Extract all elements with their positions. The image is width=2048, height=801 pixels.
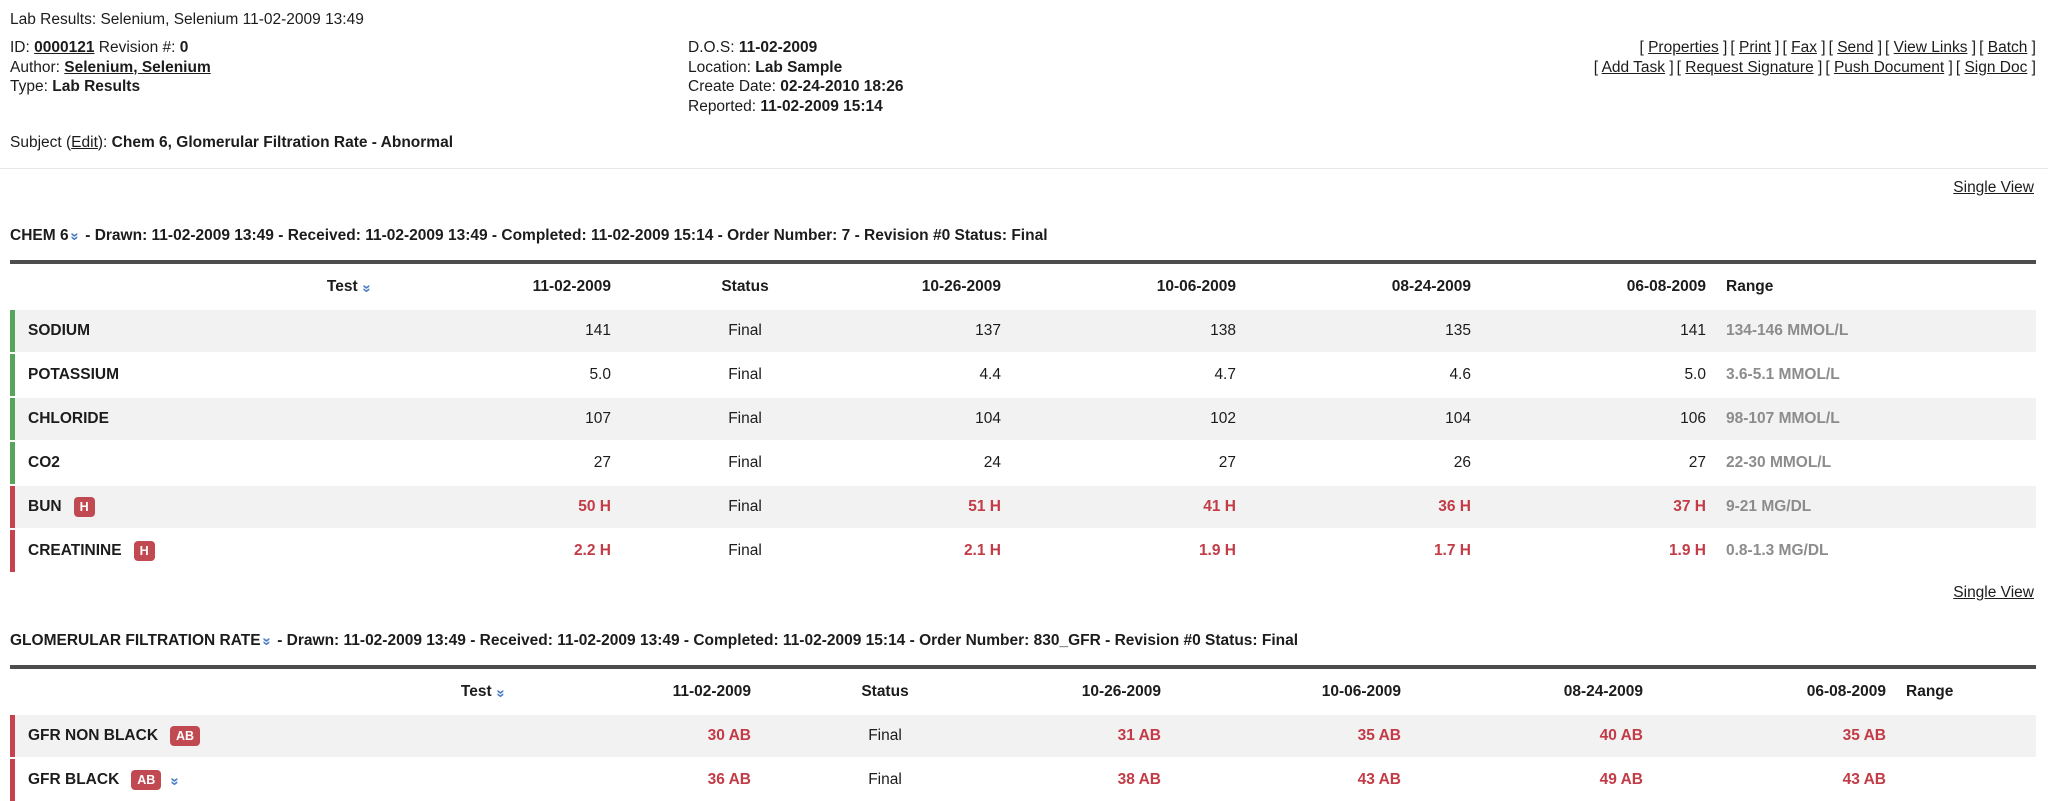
result-cell: 141	[1680, 322, 1706, 339]
single-view-link[interactable]: Single View	[1953, 179, 2034, 196]
result-cell: 4.4	[979, 366, 1001, 383]
action-link-push-document[interactable]: Push Document	[1833, 58, 1945, 76]
result-cell: 102	[1210, 410, 1236, 427]
action-links-row-1	[1591, 38, 2036, 58]
author-link[interactable]: Selenium, Selenium	[64, 58, 211, 76]
column-header-10-06-2009: 10-06-2009	[1321, 683, 1401, 700]
test-name-cell	[15, 497, 435, 517]
test-name-cell	[15, 726, 515, 746]
revision-value: 0	[179, 39, 189, 56]
result-cell: 51 H	[968, 498, 1001, 515]
result-cell: 4.7	[1214, 366, 1236, 383]
status-cell: Final	[728, 366, 762, 383]
table-row-potassium	[10, 354, 2036, 396]
test-name: GFR BLACK	[28, 771, 120, 788]
result-cell: 49 AB	[1599, 771, 1643, 788]
column-header-range: Range	[1726, 278, 1774, 295]
test-name-cell	[15, 454, 435, 472]
column-header-range: Range	[1906, 683, 1954, 700]
section-title-text: GLOMERULAR FILTRATION RATE	[10, 632, 261, 649]
action-link-request-signature[interactable]: Request Signature	[1685, 58, 1814, 76]
section-gfr	[10, 574, 2036, 801]
document-info-bar	[10, 38, 2036, 116]
table-row-co2	[10, 442, 2036, 484]
chevron-down-icon[interactable]: »	[167, 776, 185, 786]
column-header-10-06-2009: 10-06-2009	[1156, 278, 1236, 295]
result-cell: 138	[1210, 322, 1236, 339]
result-cell: 43 AB	[1842, 771, 1886, 788]
chevron-down-icon[interactable]: »	[492, 688, 510, 698]
result-cell: 50 H	[578, 498, 611, 515]
chevron-down-icon[interactable]: »	[258, 637, 276, 646]
result-cell: 5.0	[1684, 366, 1706, 383]
create-date-value: 02-24-2010 18:26	[780, 78, 904, 95]
action-link-sign-doc[interactable]: Sign Doc	[1964, 58, 2028, 76]
page-title: Lab Results: Selenium, Selenium 11-02-2009 13:49	[10, 11, 364, 28]
result-cell: 137	[975, 322, 1001, 339]
status-cell: Final	[868, 771, 902, 788]
action-link-add-task[interactable]: Add Task	[1601, 58, 1666, 76]
location-label: Location:	[688, 58, 751, 76]
author-label: Author:	[10, 58, 60, 76]
action-item: [ Sign Doc ]	[1955, 58, 2036, 76]
single-view-row	[10, 574, 2036, 603]
subject-line	[10, 133, 2036, 152]
test-name: CREATININE	[28, 542, 122, 559]
range-cell: 3.6-5.1 MMOL/L	[1726, 366, 1840, 383]
document-id-link[interactable]: 0000121	[34, 39, 95, 56]
result-cell: 141	[585, 322, 611, 339]
action-link-print[interactable]: Print	[1739, 39, 1771, 56]
revision-label: Revision #:	[98, 39, 176, 56]
section-header	[10, 226, 2036, 245]
range-cell: 22-30 MMOL/L	[1726, 454, 1832, 471]
action-link-send[interactable]: Send	[1837, 39, 1874, 56]
test-name: CO2	[28, 454, 60, 471]
table-row-sodium	[10, 310, 2036, 352]
test-name-cell	[15, 770, 515, 790]
type-label: Type:	[10, 78, 48, 95]
action-item: [ Request Signature ]	[1676, 58, 1823, 76]
result-cell: 43 AB	[1357, 771, 1401, 788]
test-name-cell	[15, 541, 435, 561]
result-cell: 36 H	[1438, 498, 1471, 515]
result-cell: 35 AB	[1357, 727, 1401, 744]
status-cell: Final	[728, 498, 762, 515]
subject-value: Chem 6, Glomerular Filtration Rate - Abnormal	[111, 134, 454, 151]
chevron-down-icon[interactable]: »	[358, 283, 376, 293]
column-header-11-02-2009: 11-02-2009	[532, 278, 611, 295]
document-actions	[1591, 38, 2036, 116]
action-item: [ Batch ]	[1979, 39, 2036, 56]
result-cell: 4.6	[1449, 366, 1471, 383]
table-row-creatinine	[10, 530, 2036, 572]
result-cell: 30 AB	[707, 727, 751, 744]
type-line	[10, 77, 688, 97]
dos-line	[688, 38, 1591, 58]
result-cell: 135	[1445, 322, 1471, 339]
status-cell: Final	[728, 322, 762, 339]
range-cell: 0.8-1.3 MG/DL	[1726, 542, 1829, 559]
status-cell: Final	[728, 454, 762, 471]
result-cell: 41 H	[1203, 498, 1236, 515]
result-cell: 104	[1445, 410, 1471, 427]
action-link-batch[interactable]: Batch	[1987, 39, 2028, 56]
range-cell: 98-107 MMOL/L	[1726, 410, 1840, 427]
table-row-bun	[10, 486, 2036, 528]
column-header-test	[15, 278, 435, 296]
result-cell: 106	[1680, 410, 1706, 427]
table-row-chloride	[10, 398, 2036, 440]
result-cell: 38 AB	[1117, 771, 1161, 788]
high-flag-badge: H	[134, 541, 155, 561]
action-item: [ Send ]	[1828, 39, 1883, 56]
document-info-left	[10, 38, 688, 116]
location-line	[688, 58, 1591, 78]
action-item: [ Push Document ]	[1825, 58, 1953, 76]
status-cell: Final	[728, 542, 762, 559]
action-links-row-2	[1591, 58, 2036, 78]
result-cell: 31 AB	[1117, 727, 1161, 744]
result-cell: 27	[1688, 454, 1706, 471]
result-cell: 40 AB	[1599, 727, 1643, 744]
section-title-text: CHEM 6	[10, 227, 69, 244]
column-header-08-24-2009: 08-24-2009	[1563, 683, 1643, 700]
result-cell: 27	[1218, 454, 1236, 471]
subject-suffix: ):	[97, 134, 108, 151]
chevron-down-icon[interactable]: »	[66, 232, 84, 241]
high-flag-badge: H	[74, 497, 95, 517]
table-header-row	[10, 264, 2036, 310]
reported-value: 11-02-2009 15:14	[760, 97, 883, 115]
column-header-11-02-2009: 11-02-2009	[672, 683, 751, 700]
column-header-status: Status	[721, 278, 769, 295]
column-header-06-08-2009: 06-08-2009	[1806, 683, 1886, 700]
status-cell: Final	[728, 410, 762, 427]
column-header-label: Test	[326, 278, 358, 295]
result-sections	[10, 169, 2036, 801]
result-cell: 1.7 H	[1433, 542, 1471, 559]
subject-prefix: Subject (	[10, 134, 72, 151]
section-meta-text: - Drawn: 11-02-2009 13:49 - Received: 11-02-2009 13:49 - Completed: 11-02-2009 15:14 - Order Number: 830_GFR - Revision #0 Status: Final	[272, 632, 1299, 649]
test-name-cell	[15, 366, 435, 384]
reported-line	[688, 97, 1591, 117]
section-meta-text: - Drawn: 11-02-2009 13:49 - Received: 11-02-2009 13:49 - Completed: 11-02-2009 15:14 - Order Number: 7 - Revision #0 Status: Final	[80, 227, 1048, 244]
column-header-test	[15, 683, 515, 701]
test-name-cell	[15, 410, 435, 428]
test-name: BUN	[28, 498, 62, 515]
column-header-10-26-2009: 10-26-2009	[1081, 683, 1161, 700]
action-item: [ Print ]	[1730, 39, 1780, 56]
result-cell: 1.9 H	[1198, 542, 1236, 559]
create-date-label: Create Date:	[688, 78, 776, 95]
action-item: [ Properties ]	[1639, 39, 1728, 56]
single-view-row	[10, 169, 2036, 198]
result-cell: 104	[975, 410, 1001, 427]
action-item: [ View Links ]	[1885, 39, 1977, 56]
reported-label: Reported:	[688, 97, 757, 115]
id-revision-line	[10, 38, 688, 58]
table-header-row	[10, 669, 2036, 715]
location-value: Lab Sample	[755, 58, 843, 76]
result-cell: 2.2 H	[573, 542, 611, 559]
create-date-line	[688, 77, 1591, 97]
abnormal-flag-badge: AB	[131, 770, 161, 790]
result-cell: 24	[983, 454, 1001, 471]
result-cell: 5.0	[589, 366, 611, 383]
column-header-08-24-2009: 08-24-2009	[1391, 278, 1471, 295]
test-name: SODIUM	[28, 322, 90, 339]
column-header-10-26-2009: 10-26-2009	[921, 278, 1001, 295]
action-link-fax[interactable]: Fax	[1791, 39, 1817, 56]
result-cell: 36 AB	[707, 771, 751, 788]
result-cell: 35 AB	[1842, 727, 1886, 744]
result-cell: 37 H	[1673, 498, 1706, 515]
action-item: [ Fax ]	[1782, 39, 1826, 56]
test-name: POTASSIUM	[28, 366, 119, 383]
id-label: ID:	[10, 39, 30, 56]
action-item: [ Add Task ]	[1593, 58, 1674, 76]
table-row-gfr-black	[10, 759, 2036, 801]
result-cell: 26	[1453, 454, 1471, 471]
type-value: Lab Results	[52, 78, 141, 95]
single-view-link[interactable]: Single View	[1953, 584, 2034, 601]
action-link-properties[interactable]: Properties	[1648, 39, 1719, 56]
subject-edit-link[interactable]: Edit	[71, 134, 98, 151]
test-name-cell	[15, 322, 435, 340]
result-cell: 27	[593, 454, 611, 471]
dos-value: 11-02-2009	[738, 39, 818, 56]
column-header-06-08-2009: 06-08-2009	[1626, 278, 1706, 295]
result-cell: 1.9 H	[1668, 542, 1706, 559]
column-header-label: Test	[460, 683, 492, 700]
test-name: CHLORIDE	[28, 410, 109, 427]
abnormal-flag-badge: AB	[170, 726, 200, 746]
status-cell: Final	[868, 727, 902, 744]
result-cell: 107	[585, 410, 611, 427]
range-cell: 134-146 MMOL/L	[1726, 322, 1849, 339]
test-name: GFR NON BLACK	[28, 727, 159, 744]
author-line	[10, 58, 688, 78]
action-link-view-links[interactable]: View Links	[1893, 39, 1968, 56]
column-header-status: Status	[861, 683, 909, 700]
dos-label: D.O.S:	[688, 39, 735, 56]
table-row-gfr-non-black	[10, 715, 2036, 757]
document-info-middle	[688, 38, 1591, 116]
section-chem6	[10, 169, 2036, 572]
section-header	[10, 631, 2036, 650]
result-cell: 2.1 H	[963, 542, 1001, 559]
range-cell: 9-21 MG/DL	[1726, 498, 1812, 515]
